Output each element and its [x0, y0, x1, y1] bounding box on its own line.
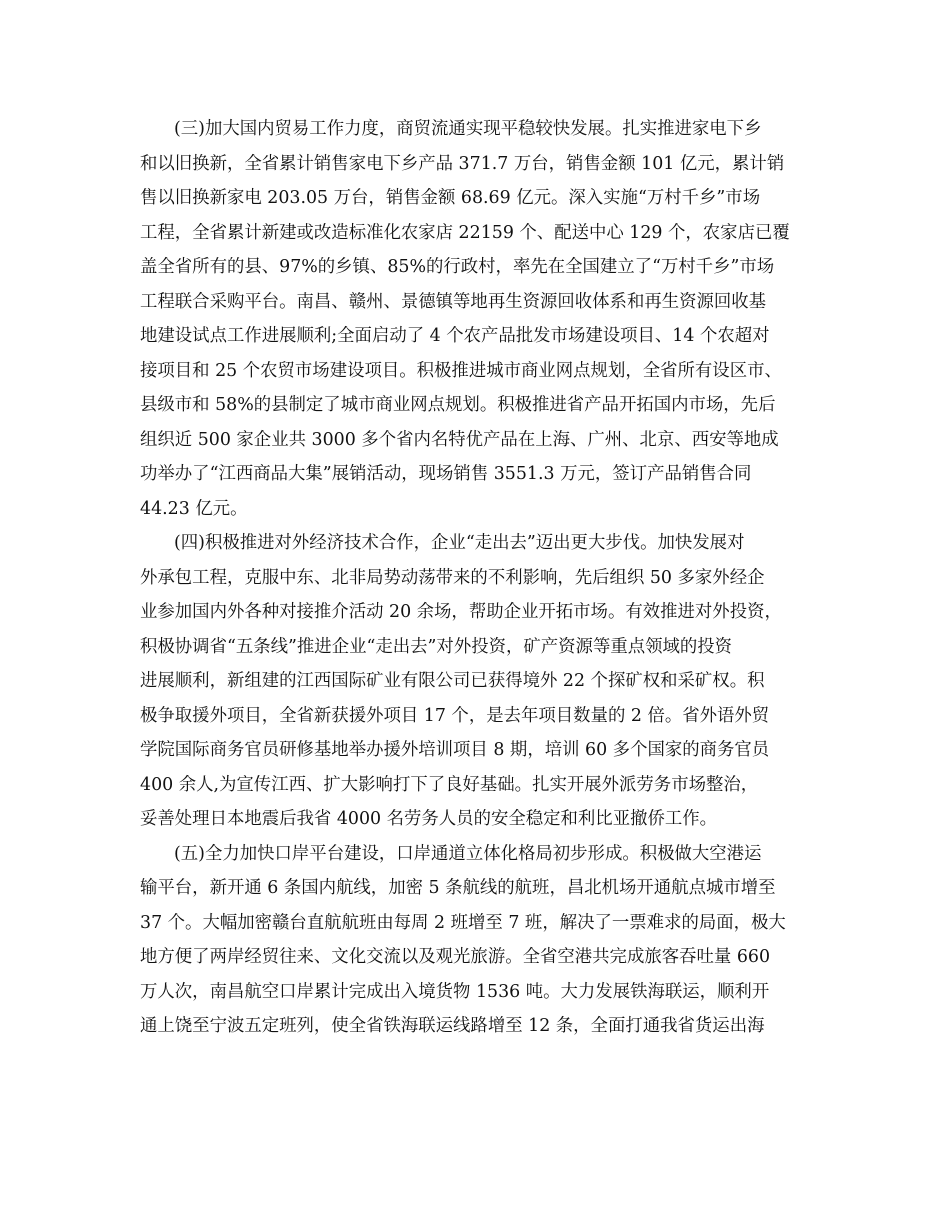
- paragraph-line: 妥善处理日本地震后我省 4000 名劳务人员的安全稳定和利比亚撤侨工作。: [140, 809, 718, 829]
- paragraph-foreign-cooperation: [140, 526, 820, 837]
- paragraph-line: 工程，全省累计新建或改造标准化农家店 22159 个、配送中心 129 个，农家店已覆: [140, 222, 790, 243]
- paragraph-domestic-trade: [140, 112, 820, 526]
- paragraph-line: 和以旧换新，全省累计销售家电下乡产品 371.7 万台，销售金额 101 亿元，累计销: [140, 153, 785, 174]
- paragraph-line: 进展顺利，新组建的江西国际矿业有限公司已获得境外 22 个探矿权和采矿权。积: [140, 671, 765, 691]
- paragraph-line: 工程联合采购平台。南昌、赣州、景德镇等地再生资源回收体系和再生资源回收基: [140, 291, 767, 312]
- paragraph-line: 售以旧换新家电 203.05 万台，销售金额 68.69 亿元。深入实施“万村千乡”市场: [140, 188, 761, 208]
- paragraph-line: 通上饶至宁波五定班列，使全省铁海联运线路增至 12 条，全面打通我省货运出海: [140, 1016, 765, 1036]
- paragraph-line: (三)加大国内贸易工作力度，商贸流通实现平稳较快发展。扎实推进家电下乡: [174, 119, 762, 139]
- paragraph-line: 万人次，南昌航空口岸累计完成出入境货物 1536 吨。大力发展铁海联运，顺利开: [140, 981, 770, 1002]
- paragraph-line: 组织近 500 家企业共 3000 多个省内名特优产品在上海、广州、北京、西安等地成: [140, 429, 779, 450]
- paragraph-line: 37 个。大幅加密赣台直航航班由每周 2 班增至 7 班，解决了一票难求的局面，极大: [140, 912, 786, 933]
- paragraph-line: 极争取援外项目，全省新获援外项目 17 个，是去年项目数量的 2 倍。省外语外贸: [140, 705, 770, 726]
- paragraph-line: (四)积极推进对外经济技术合作，企业“走出去”迈出更大步伐。加快发展对: [174, 533, 745, 553]
- document-body: [140, 112, 820, 1044]
- paragraph-line: 400 余人,为宣传江西、扩大影响打下了良好基础。扎实开展外派劳务市场整治，: [140, 774, 759, 795]
- paragraph-line: 地建设试点工作进展顺利;全面启动了 4 个农产品批发市场建设项目、14 个农超对: [140, 326, 770, 346]
- paragraph-line: 接项目和 25 个农贸市场建设项目。积极推进城市商业网点规划，全省所有设区市、: [140, 360, 782, 381]
- paragraph-line: 学院国际商务官员研修基地举办援外培训项目 8 期，培训 60 多个国家的商务官员: [140, 740, 770, 760]
- paragraph-line: 县级市和 58%的县制定了城市商业网点规划。积极推进省产品开拓国内市场，先后: [140, 395, 776, 415]
- paragraph-line: (五)全力加快口岸平台建设，口岸通道立体化格局初步形成。积极做大空港运: [174, 843, 762, 864]
- paragraph-port-platform: [140, 837, 820, 1044]
- paragraph-line: 积极协调省“五条线”推进企业“走出去”对外投资，矿产资源等重点领域的投资: [140, 636, 733, 657]
- paragraph-line: 盖全省所有的县、97%的乡镇、85%的行政村，率先在全国建立了“万村千乡”市场: [140, 257, 775, 277]
- paragraph-line: 输平台，新开通 6 条国内航线，加密 5 条航线的航班，昌北机场开通航点城市增至: [140, 878, 776, 898]
- paragraph-line: 功举办了“江西商品大集”展销活动，现场销售 3551.3 万元，签订产品销售合同: [140, 464, 752, 484]
- paragraph-line: 44.23 亿元。: [140, 498, 248, 519]
- paragraph-line: 业参加国内外各种对接推介活动 20 余场，帮助企业开拓市场。有效推进对外投资，: [140, 602, 782, 622]
- paragraph-line: 地方便了两岸经贸往来、文化交流以及观光旅游。全省空港共完成旅客吞吐量 660: [140, 947, 771, 967]
- paragraph-line: 外承包工程，克服中东、北非局势动荡带来的不利影响，先后组织 50 多家外经企: [140, 567, 765, 588]
